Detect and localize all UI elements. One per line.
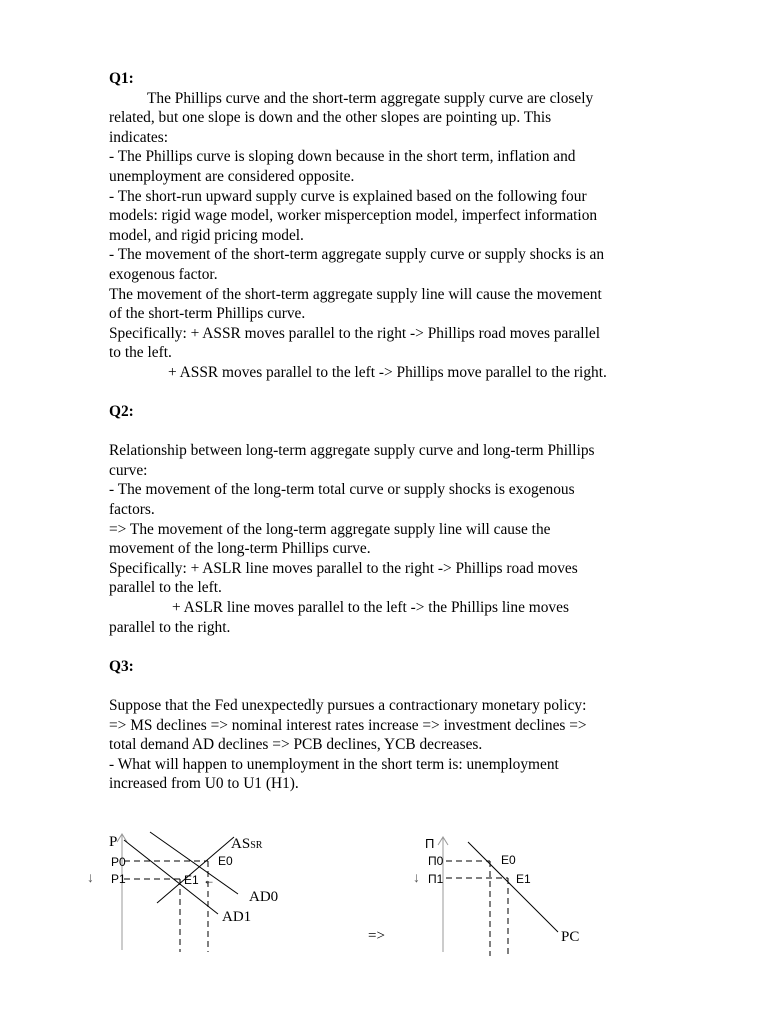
q2-line: curve: <box>109 461 148 479</box>
implies-arrow: => <box>368 928 385 944</box>
q1-line: unemployment are considered opposite. <box>109 167 355 185</box>
spacer <box>109 676 709 696</box>
pc-label: PC <box>561 929 580 945</box>
e1-label: E1 <box>184 873 199 887</box>
q1-line: The movement of the short-term aggregate supply line will cause the movement <box>109 285 602 303</box>
down-arrow-glyph: ↓ <box>413 869 420 885</box>
q3-line: - What will happen to unemployment in the short term is: unemployment <box>109 755 559 773</box>
q2-line: parallel to the left. <box>109 579 222 597</box>
q2-line: Relationship between long-term aggregate supply curve and long-term Phillips <box>109 442 595 460</box>
spacer <box>109 383 709 403</box>
q1-line: related, but one slope is down and the other slopes are pointing up. This <box>109 109 552 127</box>
q2-line: - The movement of the long-term total curve or supply shocks is exogenous <box>109 481 575 499</box>
q1-line: + ASSR moves parallel to the left -> Phillips move parallel to the right. <box>168 363 607 381</box>
p0-label: P0 <box>111 855 126 869</box>
q1-line: The Phillips curve and the short-term aggregate supply curve are closely <box>147 89 594 107</box>
q2-heading: Q2: <box>109 403 134 421</box>
price-axis-label: P <box>109 834 118 850</box>
q1-line: - The Phillips curve is sloping down because in the short term, inflation and <box>109 148 576 166</box>
spacer <box>109 637 709 657</box>
ad0-label: AD0 <box>249 889 279 905</box>
phillips-diagram <box>413 836 579 956</box>
q3-line: => MS declines => nominal interest rates increase => investment declines => <box>109 716 587 734</box>
q1-line: - The short-run upward supply curve is explained based on the following four <box>109 187 587 205</box>
q1-line: of the short-term Phillips curve. <box>109 305 306 323</box>
q2-line: + ASLR line moves parallel to the left -> the Phillips line moves <box>172 599 569 617</box>
q3-line: total demand AD declines => PCB declines, YCB decreases. <box>109 736 483 754</box>
q3-line: Suppose that the Fed unexpectedly pursues a contractionary monetary policy: <box>109 697 587 714</box>
q2-line: parallel to the right. <box>109 618 231 636</box>
q3-heading: Q3: <box>109 657 134 675</box>
spacer <box>109 422 709 442</box>
pi1-label: Π1 <box>428 872 444 886</box>
q1-line: model, and rigid pricing model. <box>109 226 304 244</box>
q2-line: movement of the long-term Phillips curve. <box>109 540 371 558</box>
e0-label: E0 <box>501 853 516 867</box>
q1-line: exogenous factor. <box>109 265 218 283</box>
e1-label: E1 <box>516 872 531 886</box>
q1-heading: Q1: <box>109 70 134 87</box>
ad-as-diagram <box>87 832 278 952</box>
as-label: ASSR <box>231 836 263 852</box>
q3-line: increased from U0 to U1 (H1). <box>109 775 299 793</box>
as-sr-curve <box>157 837 234 903</box>
document-body <box>109 69 709 794</box>
economic-diagrams <box>0 820 768 980</box>
q1-line: - The movement of the short-term aggregate supply curve or supply shocks is an <box>109 246 605 264</box>
q1-line: to the left. <box>109 344 172 362</box>
q1-line: indicates: <box>109 128 168 146</box>
q1-line: models: rigid wage model, worker misperception model, imperfect information <box>109 207 598 225</box>
p1-label: P1 <box>111 872 126 886</box>
shift-arrow-glyph: ← <box>203 873 215 887</box>
q2-line: factors. <box>109 501 155 519</box>
inflation-axis-label: Π <box>425 836 435 851</box>
q2-line: Specifically: + ASLR line moves parallel to the right -> Phillips road moves <box>109 559 578 577</box>
q2-line: => The movement of the long-term aggregate supply line will cause the <box>109 520 551 538</box>
e0-label: E0 <box>218 854 233 868</box>
down-arrow-glyph: ↓ <box>87 869 94 885</box>
q1-line: Specifically: + ASSR moves parallel to the right -> Phillips road moves parallel <box>109 324 600 342</box>
pi0-label: Π0 <box>428 854 444 868</box>
ad1-label: AD1 <box>222 909 252 925</box>
